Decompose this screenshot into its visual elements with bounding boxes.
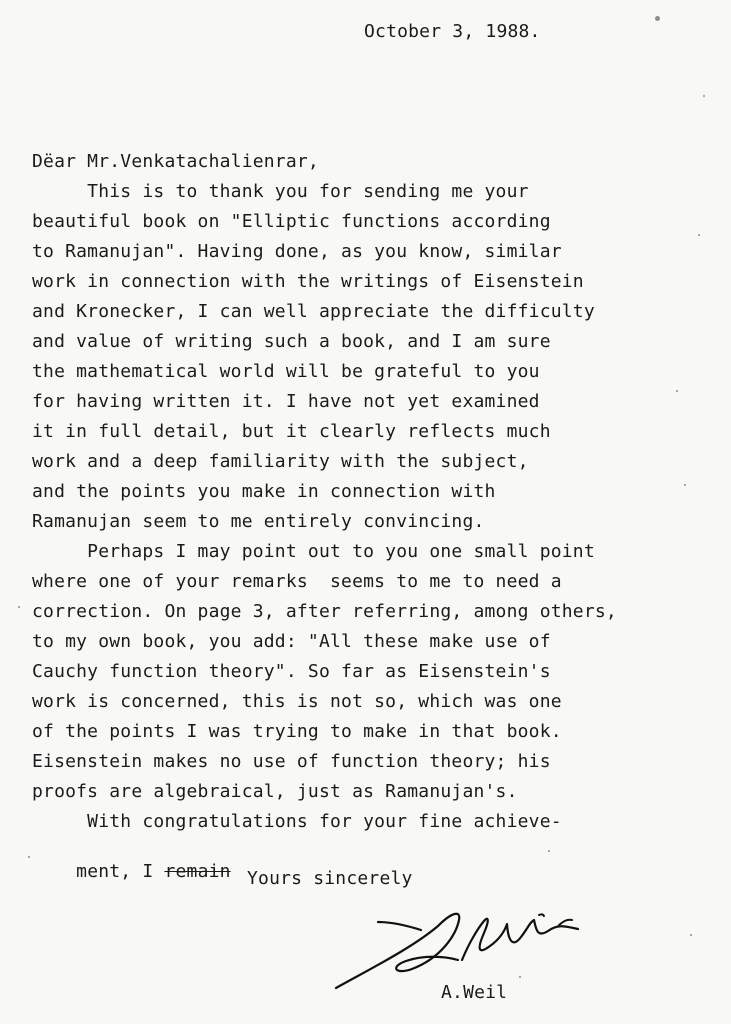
body-line-3: to Ramanujan". Having done, as you know, similar bbox=[32, 241, 562, 262]
ink-speck bbox=[690, 934, 692, 936]
body-line-8: for having written it. I have not yet examined bbox=[32, 391, 540, 412]
body-line-7: the mathematical world will be grateful to you bbox=[32, 361, 540, 382]
body-line-4: work in connection with the writings of Eisenstein bbox=[32, 271, 584, 292]
ink-speck bbox=[684, 484, 686, 486]
body-line-18: work is concerned, this is not so, which was one bbox=[32, 691, 562, 712]
body-line-21: proofs are algebraical, just as Ramanujan's. bbox=[32, 781, 518, 802]
body-line-10: work and a deep familiarity with the subject, bbox=[32, 451, 529, 472]
struck-word: remain bbox=[164, 861, 231, 882]
body-line-14: where one of your remarks seems to me to need a bbox=[32, 571, 562, 592]
ink-speck bbox=[676, 390, 678, 392]
final-line bbox=[32, 842, 231, 902]
closing: Yours sincerely bbox=[247, 868, 413, 889]
ink-speck bbox=[519, 976, 521, 978]
body-line-20: Eisenstein makes no use of function theory; his bbox=[32, 751, 551, 772]
ink-speck bbox=[548, 850, 550, 852]
body-line-16: to my own book, you add: "All these make use of bbox=[32, 631, 551, 652]
body-line-1: This is to thank you for sending me your bbox=[32, 181, 529, 202]
body-line-15: correction. On page 3, after referring, among others, bbox=[32, 601, 617, 622]
body-line-22: With congratulations for your fine achieve- bbox=[32, 811, 562, 832]
ink-speck bbox=[655, 16, 660, 21]
body-line-13: Perhaps I may point out to you one small point bbox=[32, 541, 595, 562]
body-line-12: Ramanujan seem to me entirely convincing. bbox=[32, 511, 485, 532]
body-line-17: Cauchy function theory". So far as Eisenstein's bbox=[32, 661, 551, 682]
typed-signature-name: A.Weil bbox=[441, 982, 508, 1003]
ink-speck bbox=[698, 234, 700, 236]
body-line-2: beautiful book on "Elliptic functions according bbox=[32, 211, 551, 232]
body-line-19: of the points I was trying to make in that book. bbox=[32, 721, 562, 742]
body-line-9: it in full detail, but it clearly reflects much bbox=[32, 421, 551, 442]
ink-speck bbox=[28, 856, 30, 858]
body-line-6: and value of writing such a book, and I am sure bbox=[32, 331, 551, 352]
final-line-prefix: ment, I bbox=[76, 861, 165, 882]
ink-speck bbox=[18, 606, 20, 608]
salutation: Dëar Mr.Venkatachalienrar, bbox=[32, 151, 319, 172]
letter-date: October 3, 1988. bbox=[364, 21, 541, 42]
body-line-5: and Kronecker, I can well appreciate the difficulty bbox=[32, 301, 595, 322]
body-line-11: and the points you make in connection with bbox=[32, 481, 496, 502]
ink-speck bbox=[703, 95, 705, 97]
